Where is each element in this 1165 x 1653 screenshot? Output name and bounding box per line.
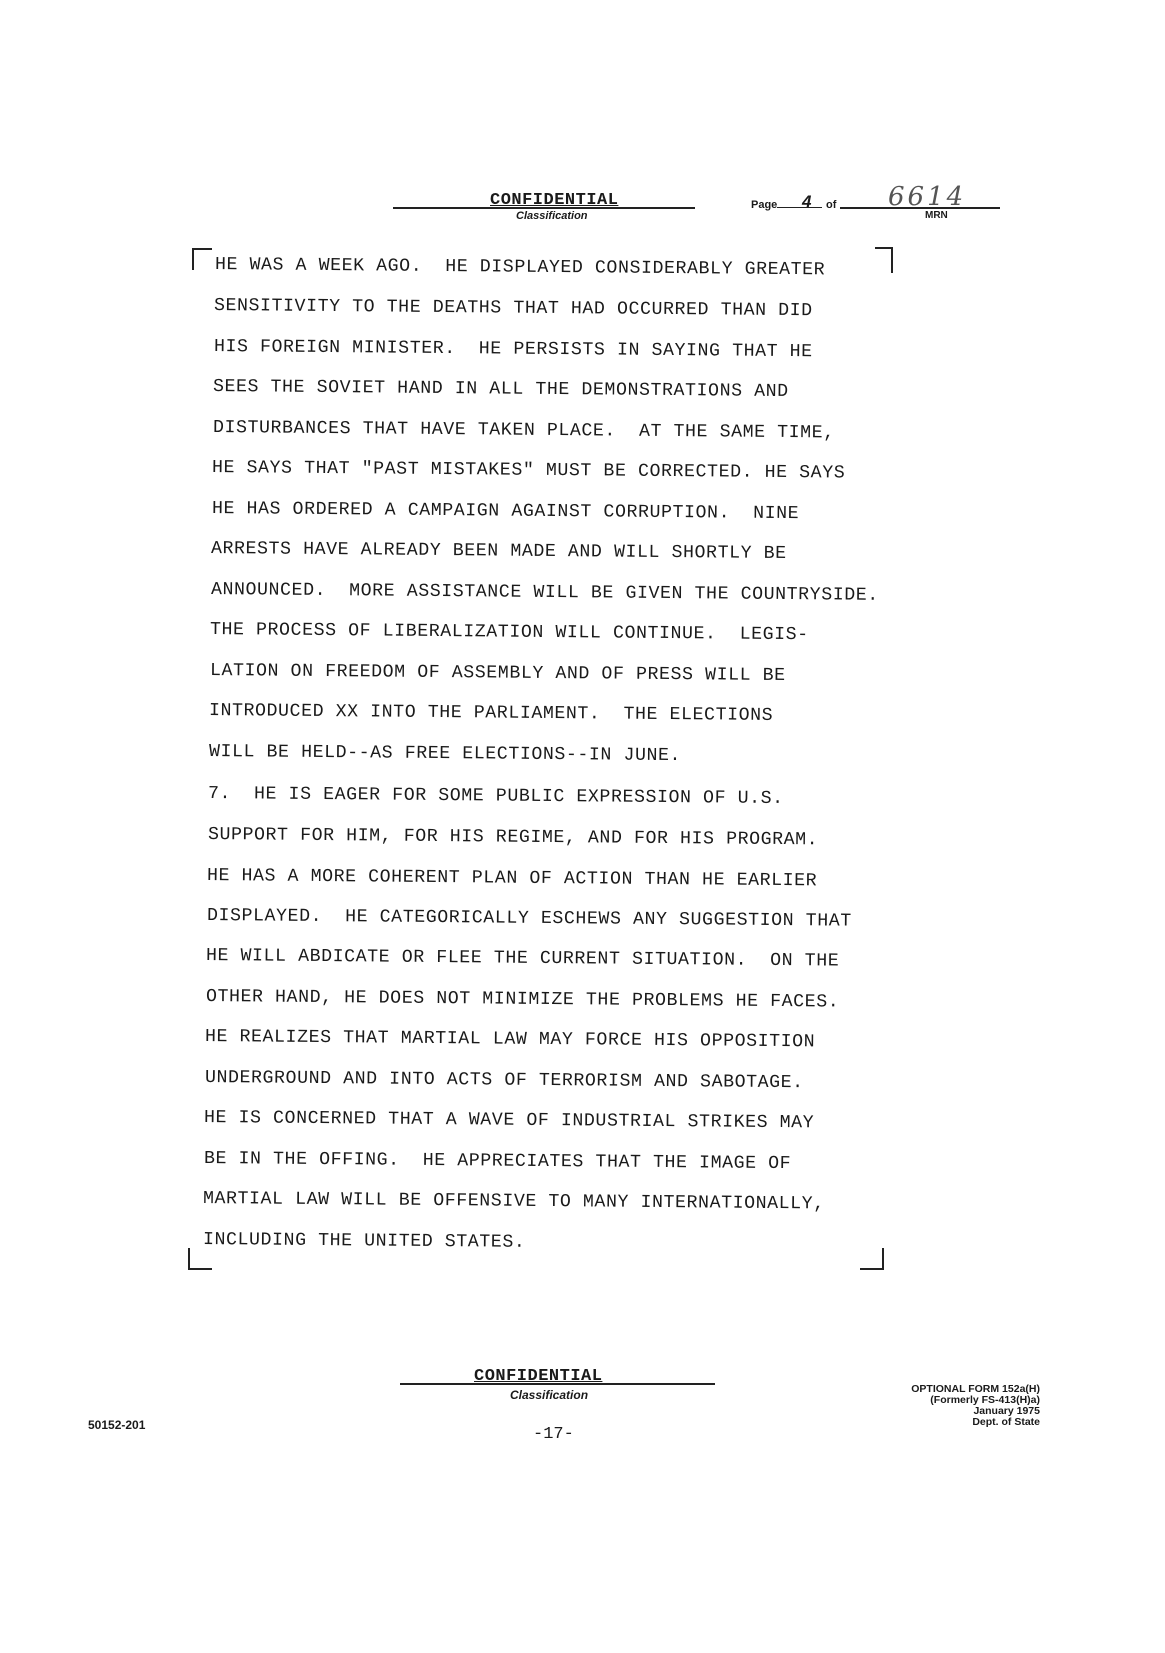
body-line: LATION ON FREEDOM OF ASSEMBLY AND OF PRESS WILL BE xyxy=(209,661,786,687)
header-page-number: 4 xyxy=(802,192,812,211)
footer-stock-number: 50152-201 xyxy=(88,1418,146,1432)
header-reference-handwritten: 6614 xyxy=(888,182,967,212)
body-line: 7. HE IS EAGER FOR SOME PUBLIC EXPRESSION OF U.S. xyxy=(207,784,784,810)
body-line: SEES THE SOVIET HAND IN ALL THE DEMONSTRATIONS AND xyxy=(212,377,789,403)
form-line: January 1975 xyxy=(973,1405,1040,1417)
body-line: ANNOUNCED. MORE ASSISTANCE WILL BE GIVEN THE COUNTRYSIDE. xyxy=(210,580,879,606)
body-line: OTHER HAND, HE DOES NOT MINIMIZE THE PROBLEMS HE FACES. xyxy=(205,987,840,1013)
footer-form-info xyxy=(911,1384,1040,1428)
body-line: HE WAS A WEEK AGO. HE DISPLAYED CONSIDERABLY GREATER xyxy=(214,255,826,281)
body-line: ARRESTS HAVE ALREADY BEEN MADE AND WILL SHORTLY BE xyxy=(210,539,787,565)
body-line: BE IN THE OFFING. HE APPRECIATES THAT THE IMAGE OF xyxy=(203,1149,792,1175)
body-line: DISTURBANCES THAT HAVE TAKEN PLACE. AT THE SAME TIME, xyxy=(212,418,835,444)
footer-classification: CONFIDENTIAL xyxy=(474,1367,603,1386)
header-mrn-label: MRN xyxy=(925,210,948,221)
footer-classification-label: Classification xyxy=(510,1388,589,1402)
body-line: WILL BE HELD--AS FREE ELECTIONS--IN JUNE. xyxy=(208,742,682,767)
header-classification-label: Classification xyxy=(516,210,588,222)
body-line: HE REALIZES THAT MARTIAL LAW MAY FORCE HIS OPPOSITION xyxy=(204,1027,816,1053)
header-classification: CONFIDENTIAL xyxy=(490,191,619,210)
form-line: OPTIONAL FORM 152a(H) xyxy=(911,1383,1040,1395)
body-line: HE HAS A MORE COHERENT PLAN OF ACTION THAN HE EARLIER xyxy=(206,866,818,892)
body-line: UNDERGROUND AND INTO ACTS OF TERRORISM AND SABOTAGE. xyxy=(204,1068,804,1094)
body-line: MARTIAL LAW WILL BE OFFENSIVE TO MANY INTERNATIONALLY, xyxy=(202,1189,825,1215)
body-line: SENSITIVITY TO THE DEATHS THAT HAD OCCURRED THAN DID xyxy=(213,296,813,322)
footer-page-marker: -17- xyxy=(533,1425,574,1444)
body-line: SUPPORT FOR HIM, FOR HIS REGIME, AND FOR HIS PROGRAM. xyxy=(207,825,819,851)
header-of-label: of xyxy=(826,199,837,211)
body-line: HIS FOREIGN MINISTER. HE PERSISTS IN SAYING THAT HE xyxy=(213,337,813,363)
body-line: HE SAYS THAT "PAST MISTAKES" MUST BE CORRECTED. HE SAYS xyxy=(211,458,846,484)
header-page-label: Page xyxy=(751,199,778,211)
form-line: (Formerly FS-413(H)a) xyxy=(930,1394,1040,1406)
body-line: HE HAS ORDERED A CAMPAIGN AGAINST CORRUPTION. NINE xyxy=(211,499,800,525)
form-line: Dept. of State xyxy=(972,1416,1040,1428)
body-line: THE PROCESS OF LIBERALIZATION WILL CONTINUE. LEGIS- xyxy=(209,620,809,646)
body-line: HE IS CONCERNED THAT A WAVE OF INDUSTRIAL STRIKES MAY xyxy=(203,1108,815,1134)
body-line: HE WILL ABDICATE OR FLEE THE CURRENT SITUATION. ON THE xyxy=(205,946,840,972)
body-line: INCLUDING THE UNITED STATES. xyxy=(202,1230,526,1253)
body-line: INTRODUCED XX INTO THE PARLIAMENT. THE ELECTIONS xyxy=(208,701,774,726)
body-line: DISPLAYED. HE CATEGORICALLY ESCHEWS ANY SUGGESTION THAT xyxy=(206,906,852,932)
